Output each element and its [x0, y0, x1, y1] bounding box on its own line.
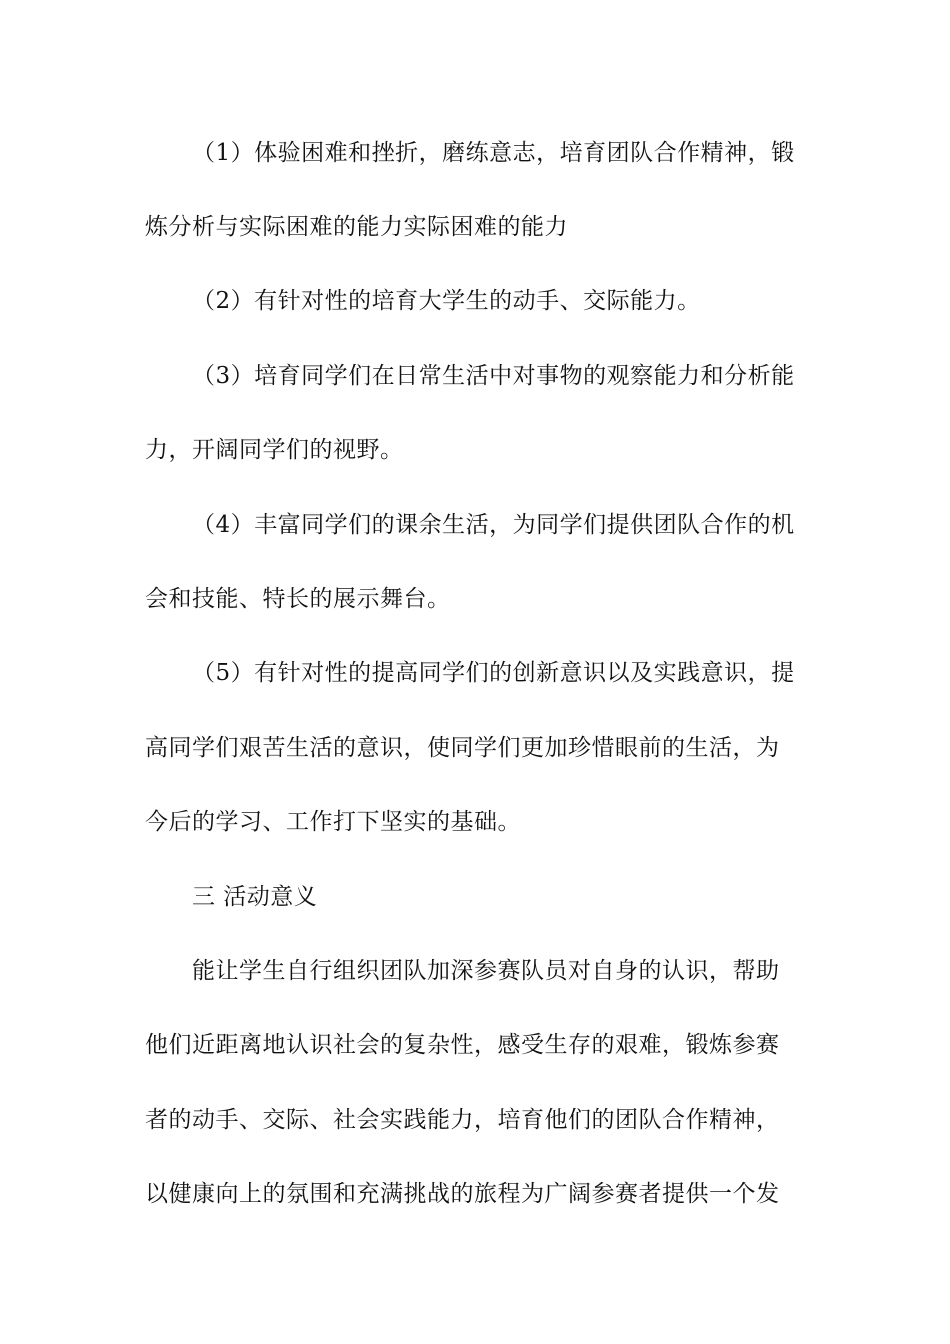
paragraph-line: 会和技能、特长的展示舞台。: [145, 586, 451, 612]
paragraph-line: 以健康向上的氛围和充满挑战的旅程为广阔参赛者提供一个发: [145, 1181, 780, 1207]
paragraph-line: 者的动手、交际、社会实践能力，培育他们的团队合作精神，: [145, 1107, 780, 1133]
paragraph-line: 他们近距离地认识社会的复杂性，感受生存的艰难，锻炼参赛: [145, 1032, 780, 1058]
paragraph-line: 力，开阔同学们的视野。: [145, 437, 404, 463]
paragraph-line: 能让学生自行组织团队加深参赛队员对自身的认识，帮助: [192, 958, 780, 984]
paragraph-line: （5）有针对性的提高同学们的创新意识以及实践意识，提: [192, 660, 795, 686]
paragraph-line: （4）丰富同学们的课余生活，为同学们提供团队合作的机: [192, 512, 795, 538]
paragraph-line: （3）培育同学们在日常生活中对事物的观察能力和分析能: [192, 363, 795, 389]
section-heading: 三 活动意义: [192, 884, 318, 910]
paragraph-line: 今后的学习、工作打下坚实的基础。: [145, 809, 521, 835]
paragraph-line: （2）有针对性的培育大学生的动手、交际能力。: [192, 288, 701, 314]
paragraph-line: 炼分析与实际困难的能力实际困难的能力: [145, 214, 568, 240]
paragraph-line: （1）体验困难和挫折，磨练意志，培育团队合作精神，锻: [192, 140, 795, 166]
paragraph-line: 高同学们艰苦生活的意识，使同学们更加珍惜眼前的生活，为: [145, 735, 780, 761]
